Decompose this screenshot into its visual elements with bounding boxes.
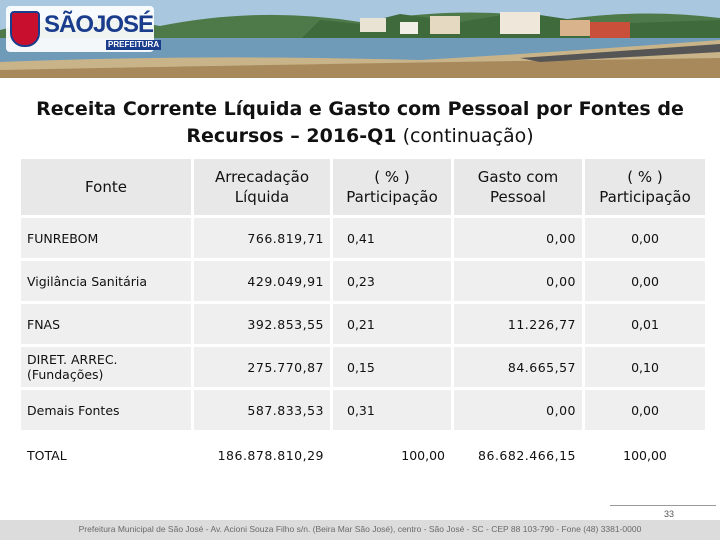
cell-total-participacao-1: 100,00 (333, 433, 451, 477)
cell-participacao-2: 0,00 (585, 390, 705, 430)
footer-address: Prefeitura Municipal de São José - Av. Acioni Souza Filho s/n. (Beira Mar São José), centro - São José - SC - CEP 88 103-790 - Fone (48) 3381-0000 (78, 524, 642, 534)
col-header-arrecadacao: Arrecadação Líquida (194, 159, 330, 215)
cell-total-arrecadacao: 186.878.810,29 (194, 433, 330, 477)
cell-participacao-2: 0,00 (585, 218, 705, 258)
col-header-participacao-1: ( % ) Participação (333, 159, 451, 215)
cell-arrecadacao: 587.833,53 (194, 390, 330, 430)
table-row (21, 261, 705, 301)
slide-title (20, 96, 700, 150)
slide-title-main: Receita Corrente Líquida e Gasto com Pessoal por Fontes de Recursos – 2016-Q1 (36, 98, 684, 147)
cell-participacao-1: 0,41 (333, 218, 451, 258)
cell-total-gasto: 86.682.466,15 (454, 433, 582, 477)
cell-participacao-1: 0,21 (333, 304, 451, 344)
table-row (21, 390, 705, 430)
table-total-row (21, 433, 705, 477)
page-number: 33 (664, 509, 675, 519)
cell-total-participacao-2: 100,00 (585, 433, 705, 477)
cell-fonte: DIRET. ARREC. (Fundações) (21, 347, 191, 387)
cell-fonte: Demais Fontes (21, 390, 191, 430)
cell-arrecadacao: 766.819,71 (194, 218, 330, 258)
table-header-row (21, 159, 705, 215)
cell-participacao-1: 0,23 (333, 261, 451, 301)
cell-arrecadacao: 275.770,87 (194, 347, 330, 387)
col-header-participacao-2: ( % ) Participação (585, 159, 705, 215)
cell-arrecadacao: 392.853,55 (194, 304, 330, 344)
cell-fonte: FNAS (21, 304, 191, 344)
col-header-gasto: Gasto com Pessoal (454, 159, 582, 215)
logo-name: SÃOJOSÉ (44, 11, 154, 38)
cell-gasto: 0,00 (454, 261, 582, 301)
cell-total-label: TOTAL (21, 433, 191, 477)
cell-gasto: 11.226,77 (454, 304, 582, 344)
coat-of-arms-icon (10, 11, 40, 47)
cell-gasto: 84.665,57 (454, 347, 582, 387)
cell-gasto: 0,00 (454, 218, 582, 258)
slide-title-continuation: (continuação) (402, 125, 534, 147)
col-header-fonte: Fonte (21, 159, 191, 215)
cell-participacao-1: 0,15 (333, 347, 451, 387)
logo-subtitle: PREFEITURA (108, 40, 160, 49)
cell-arrecadacao: 429.049,91 (194, 261, 330, 301)
cell-participacao-2: 0,00 (585, 261, 705, 301)
table-row (21, 347, 705, 387)
revenue-table (18, 156, 708, 480)
cell-participacao-1: 0,31 (333, 390, 451, 430)
page-number-box (610, 505, 716, 520)
cell-participacao-2: 0,10 (585, 347, 705, 387)
cell-fonte: Vigilância Sanitária (21, 261, 191, 301)
cell-participacao-2: 0,01 (585, 304, 705, 344)
table-row (21, 304, 705, 344)
table-row (21, 218, 705, 258)
cell-gasto: 0,00 (454, 390, 582, 430)
city-logo (6, 6, 160, 52)
header-banner (0, 0, 720, 78)
cell-fonte: FUNREBOM (21, 218, 191, 258)
